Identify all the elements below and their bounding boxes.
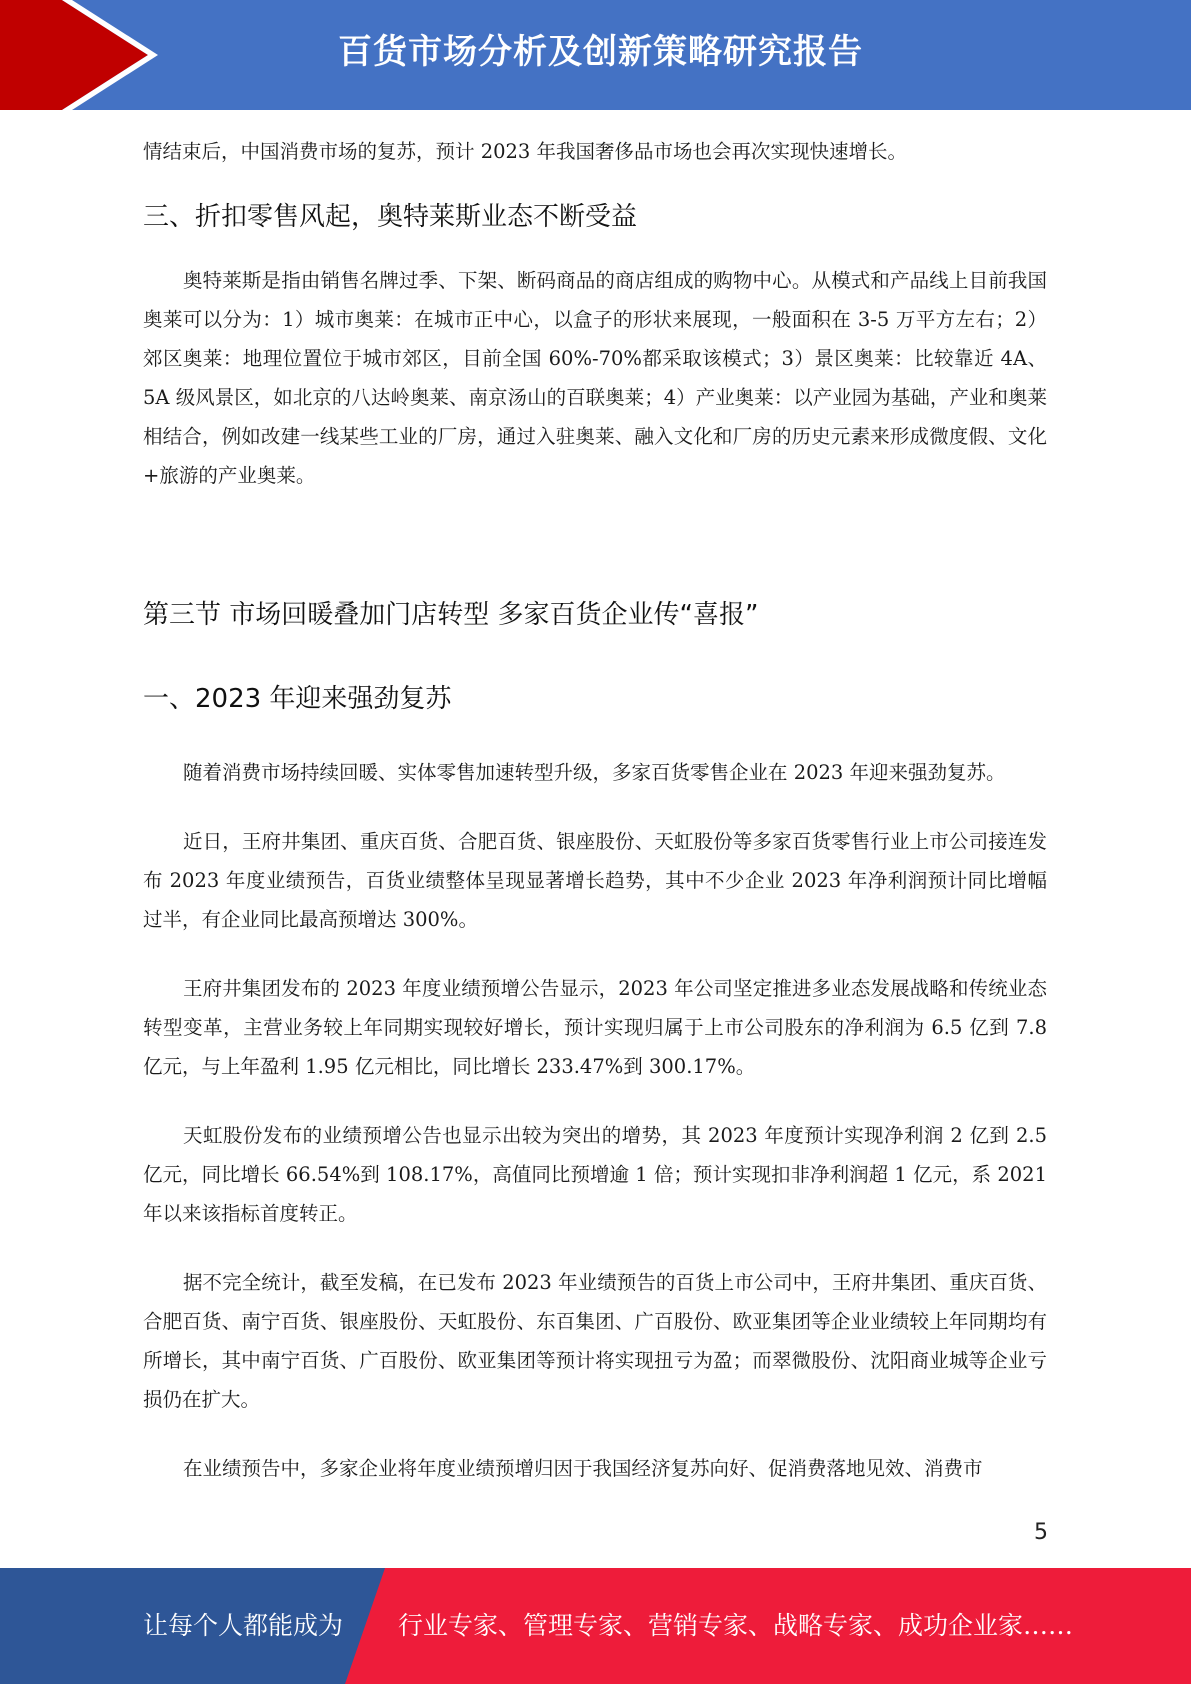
paragraph-tianhong: 天虹股份发布的业绩预增公告也显示出较为突出的增势，其 2023 年度预计实现净利润 2 亿到 2.5 亿元，同比增长 66.54%到 108.17%，高值同比预增逾 1 倍；预计实现扣非净利润超 1 亿元，系 2021 年以来该指标首度转正。 — [143, 1124, 1047, 1225]
heading-outlet: 三、折扣零售风起，奥特莱斯业态不断受益 — [143, 202, 638, 232]
paragraph-outlet: 奥特莱斯是指由销售名牌过季、下架、断码商品的商店组成的购物中心。从模式和产品线上目前我国奥莱可以分为：1）城市奥莱：在城市正中心，以盒子的形状来展现，一般面积在 3-5 万平方左右；2）郊区奥莱：地理位置位于城市郊区，目前全国 60%-70%都采取该模式；3）景区奥莱：比较靠近 4A、5A 级风景区，如北京的八达岭奥莱、南京汤山的百联奥莱；4）产业奥莱：以产业园为基础，产业和奥莱相结合，例如改建一线某些工业的厂房，通过入驻奥莱、融入文化和厂房的历史元素来形成微度假、文化+旅游的产业奥莱。 — [143, 269, 1047, 487]
page-header — [0, 0, 1191, 110]
heading-recovery: 一、2023 年迎来强劲复苏 — [143, 684, 452, 714]
paragraph-wangfujing: 王府井集团发布的 2023 年度业绩预增公告显示，2023 年公司坚定推进多业态发展战略和传统业态转型变革，主营业务较上年同期实现较好增长，预计实现归属于上市公司股东的净利润为 6.5 亿到 7.8 亿元，与上年盈利 1.95 亿元相比，同比增长 233.47%到 300.17%。 — [143, 977, 1047, 1078]
footer-slogan-right: 行业专家、管理专家、营销专家、战略专家、成功企业家…… — [398, 1611, 1074, 1640]
paragraph-earnings-forecast: 近日，王府井集团、重庆百货、合肥百货、银座股份、天虹股份等多家百货零售行业上市公司接连发布 2023 年度业绩预告，百货业绩整体呈现显著增长趋势，其中不少企业 2023 年净利润预计同比增幅过半，有企业同比最高预增达 300%。 — [143, 830, 1047, 931]
paragraph-attribution: 在业绩预告中，多家企业将年度业绩预增归因于我国经济复苏向好、促消费落地见效、消费市 — [183, 1457, 983, 1480]
paragraph-recovery-intro: 随着消费市场持续回暖、实体零售加速转型升级，多家百货零售企业在 2023 年迎来强劲复苏。 — [183, 761, 1006, 784]
page-number: 5 — [1034, 1520, 1048, 1545]
paragraph-continued: 情结束后，中国消费市场的复苏，预计 2023 年我国奢侈品市场也会再次实现快速增长。 — [143, 140, 908, 163]
footer-slogan-left: 让每个人都能成为 — [143, 1611, 344, 1640]
heading-section-three: 第三节 市场回暖叠加门店转型 多家百货企业传“喜报” — [143, 600, 759, 630]
header-title: 百货市场分析及创新策略研究报告 — [338, 32, 863, 72]
paragraph-statistics: 据不完全统计，截至发稿，在已发布 2023 年业绩预告的百货上市公司中，王府井集团、重庆百货、合肥百货、南宁百货、银座股份、天虹股份、东百集团、广百股份、欧亚集团等企业业绩较上年同期均有所增长，其中南宁百货、广百股份、欧亚集团等预计将实现扭亏为盈；而翠微股份、沈阳商业城等企业亏损仍在扩大。 — [143, 1271, 1047, 1411]
page-footer — [0, 1568, 1191, 1684]
document-body — [143, 132, 1047, 1488]
